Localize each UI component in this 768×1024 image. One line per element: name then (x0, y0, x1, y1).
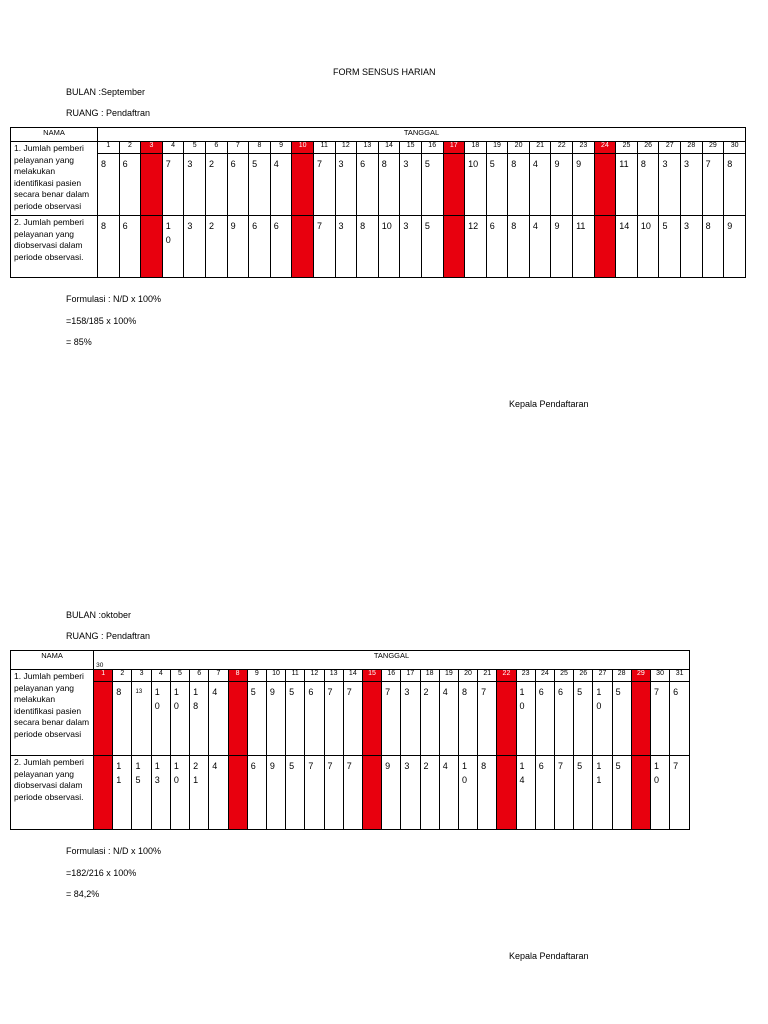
day-header: 15 (400, 142, 422, 154)
row2-value: 3 (401, 756, 420, 830)
nama-header: NAMA (11, 651, 94, 670)
day-header: 8 (228, 670, 247, 682)
row2-value: 1 0 (170, 756, 189, 830)
row2-value: 1 1 (593, 756, 612, 830)
day-header: 17 (443, 142, 465, 154)
row2-value: 6 (535, 756, 554, 830)
row2-value: 5 (286, 756, 305, 830)
calc-text: =182/216 x 100% (66, 868, 137, 878)
day-header: 26 (574, 670, 593, 682)
day-header: 24 (594, 142, 616, 154)
day-header: 4 (151, 670, 170, 682)
row2-value: 2 (420, 756, 439, 830)
row1-value (141, 154, 163, 216)
day-header: 3 (132, 670, 151, 682)
row1-value: 8 (113, 682, 132, 756)
row1-value: 8 (637, 154, 659, 216)
row1-value: 7 (382, 682, 401, 756)
row2-value: 6 (249, 216, 271, 278)
row1-value (132, 682, 151, 756)
row2-value: 9 (266, 756, 285, 830)
row2-value: 11 (573, 216, 595, 278)
row1-value: 5 (612, 682, 631, 756)
row1-value: 5 (249, 154, 271, 216)
row2-value: 14 (616, 216, 638, 278)
row1-value (228, 682, 247, 756)
day-header: 14 (378, 142, 400, 154)
day-header: 12 (335, 142, 357, 154)
day-header: 1 (94, 670, 113, 682)
row1-value: 7 (343, 682, 362, 756)
row1-value: 5 (574, 682, 593, 756)
day-header: 31 (670, 670, 690, 682)
row2-value (631, 756, 650, 830)
day-header: 8 (249, 142, 271, 154)
day-header: 14 (343, 670, 362, 682)
row2-value (292, 216, 314, 278)
row1-value: 5 (247, 682, 266, 756)
row2-value (443, 216, 465, 278)
day-header: 27 (593, 670, 612, 682)
row2-value: 8 (702, 216, 724, 278)
day-header: 11 (313, 142, 335, 154)
row1-value: 1 0 (151, 682, 170, 756)
row2-value: 1 0 (650, 756, 669, 830)
row1-value: 3 (400, 154, 422, 216)
day-header: 25 (554, 670, 573, 682)
tanggal-header-cell (94, 651, 690, 670)
row2-label: 2. Jumlah pemberi pelayanan yang diobservasi dalam periode observasi. (11, 756, 94, 830)
row1-value: 7 (313, 154, 335, 216)
row1-value: 5 (486, 154, 508, 216)
result-text: = 84,2% (66, 889, 100, 899)
calc-text: =158/185 x 100% (66, 316, 137, 326)
row2-value: 2 1 (190, 756, 209, 830)
row2-value: 1 0 (162, 216, 184, 278)
census-table-oktober (10, 650, 690, 830)
day-header: 3 (141, 142, 163, 154)
row1-value: 2 (420, 682, 439, 756)
stray-day-label: 30 (96, 662, 104, 669)
row1-value: 11 (616, 154, 638, 216)
row2-value: 1 0 (458, 756, 477, 830)
day-header: 6 (205, 142, 227, 154)
row1-value: 7 (162, 154, 184, 216)
row2-value: 5 (612, 756, 631, 830)
row2-value (594, 216, 616, 278)
row1-value: 6 (119, 154, 141, 216)
row1-value: 6 (357, 154, 379, 216)
row2-value: 2 (205, 216, 227, 278)
row2-value: 6 (247, 756, 266, 830)
day-header: 26 (637, 142, 659, 154)
row2-value: 7 (670, 756, 690, 830)
row2-value: 3 (335, 216, 357, 278)
row1-label: 1. Jumlah pemberi pelayanan yang melakukan identifikasi pasien secara benar dalam periode observasi (11, 142, 98, 216)
row1-value: 6 (227, 154, 249, 216)
day-header: 15 (362, 670, 381, 682)
day-header: 2 (113, 670, 132, 682)
day-header: 12 (305, 670, 324, 682)
day-header: 21 (529, 142, 551, 154)
row2-value: 7 (343, 756, 362, 830)
row2-value: 8 (508, 216, 530, 278)
row1-value: 9 (551, 154, 573, 216)
row2-value: 1 3 (151, 756, 170, 830)
row1-value (594, 154, 616, 216)
row1-value: 8 (508, 154, 530, 216)
row2-value: 3 (184, 216, 206, 278)
formula-text: Formulasi : N/D x 100% (66, 294, 162, 304)
tanggal-header: TANGGAL (373, 651, 410, 660)
row1-value: 4 (529, 154, 551, 216)
row1-value: 7 (478, 682, 497, 756)
row1-value: 3 (659, 154, 681, 216)
row2-value: 7 (305, 756, 324, 830)
row1-value: 7 (324, 682, 343, 756)
row2-value (497, 756, 516, 830)
day-header: 1 (98, 142, 120, 154)
day-header: 23 (516, 670, 535, 682)
row1-value: 4 (439, 682, 458, 756)
signature-label: Kepala Pendaftaran (509, 399, 589, 409)
day-header: 13 (324, 670, 343, 682)
formula-text: Formulasi : N/D x 100% (66, 846, 162, 856)
tanggal-header: TANGGAL (98, 128, 746, 142)
signature-label: Kepala Pendaftaran (509, 951, 589, 961)
row1-value (631, 682, 650, 756)
row1-value: 2 (205, 154, 227, 216)
row1-value (292, 154, 314, 216)
row2-value: 10 (378, 216, 400, 278)
row2-value: 1 5 (132, 756, 151, 830)
row1-value: 7 (650, 682, 669, 756)
day-header: 20 (508, 142, 530, 154)
row2-value (228, 756, 247, 830)
day-header: 2 (119, 142, 141, 154)
row1-value (94, 682, 113, 756)
row1-value: 1 8 (190, 682, 209, 756)
day-header: 7 (227, 142, 249, 154)
row2-value (141, 216, 163, 278)
row2-value: 3 (681, 216, 703, 278)
row1-value: 4 (209, 682, 228, 756)
row2-value: 5 (421, 216, 443, 278)
row1-value: 5 (286, 682, 305, 756)
day-header: 29 (702, 142, 724, 154)
row1-value: 6 (670, 682, 690, 756)
row2-value: 9 (382, 756, 401, 830)
census-table-september (10, 127, 746, 278)
row2-value: 9 (724, 216, 746, 278)
day-header: 19 (439, 670, 458, 682)
day-header: 7 (209, 670, 228, 682)
row2-value: 6 (486, 216, 508, 278)
ruang-label: RUANG : Pendaftran (66, 631, 151, 641)
day-header: 17 (401, 670, 420, 682)
row2-value: 7 (324, 756, 343, 830)
row1-value: 9 (573, 154, 595, 216)
row2-value: 1 4 (516, 756, 535, 830)
row2-value: 4 (209, 756, 228, 830)
row2-value: 1 1 (113, 756, 132, 830)
day-header: 20 (458, 670, 477, 682)
day-header: 19 (486, 142, 508, 154)
day-header: 10 (266, 670, 285, 682)
row1-value: 8 (458, 682, 477, 756)
row1-value: 3 (184, 154, 206, 216)
row1-value (362, 682, 381, 756)
day-header: 28 (612, 670, 631, 682)
row1-label: 1. Jumlah pemberi pelayanan yang melakukan identifikasi pasien secara benar dalam periode observasi (11, 670, 94, 756)
row1-value: 7 (702, 154, 724, 216)
day-header: 16 (382, 670, 401, 682)
day-header: 23 (573, 142, 595, 154)
day-header: 24 (535, 670, 554, 682)
day-header: 9 (247, 670, 266, 682)
row2-value: 9 (227, 216, 249, 278)
day-header: 5 (184, 142, 206, 154)
row1-value: 3 (681, 154, 703, 216)
day-header: 28 (681, 142, 703, 154)
row2-value: 8 (98, 216, 120, 278)
day-header: 16 (421, 142, 443, 154)
row1-value: 5 (421, 154, 443, 216)
row1-value: 1 0 (516, 682, 535, 756)
row2-label: 2. Jumlah pemberi pelayanan yang diobservasi dalam periode observasi. (11, 216, 98, 278)
day-header: 11 (286, 670, 305, 682)
row2-value: 4 (439, 756, 458, 830)
row2-value: 7 (313, 216, 335, 278)
row2-value (362, 756, 381, 830)
row2-value (94, 756, 113, 830)
row2-value: 5 (574, 756, 593, 830)
row2-value: 6 (119, 216, 141, 278)
day-header: 4 (162, 142, 184, 154)
row2-value: 8 (357, 216, 379, 278)
row2-value: 10 (637, 216, 659, 278)
day-header: 22 (551, 142, 573, 154)
day-header: 21 (478, 670, 497, 682)
bulan-label: BULAN :oktober (66, 610, 132, 620)
row2-value: 6 (270, 216, 292, 278)
row1-value: 6 (535, 682, 554, 756)
page-title: FORM SENSUS HARIAN (333, 67, 436, 77)
day-header: 9 (270, 142, 292, 154)
row1-value: 8 (724, 154, 746, 216)
row1-value: 8 (98, 154, 120, 216)
ruang-label: RUANG : Pendaftran (66, 108, 151, 118)
bulan-label: BULAN :September (66, 87, 146, 97)
row2-value: 8 (478, 756, 497, 830)
row1-value: 10 (465, 154, 487, 216)
row2-value: 7 (554, 756, 573, 830)
row1-value: 6 (305, 682, 324, 756)
row1-value: 4 (270, 154, 292, 216)
day-header: 10 (292, 142, 314, 154)
day-header: 18 (420, 670, 439, 682)
row2-value: 3 (400, 216, 422, 278)
day-header: 30 (650, 670, 669, 682)
row2-value: 9 (551, 216, 573, 278)
row1-value: 3 (401, 682, 420, 756)
day-header: 25 (616, 142, 638, 154)
row1-value: 3 (335, 154, 357, 216)
day-header: 29 (631, 670, 650, 682)
day-header: 5 (170, 670, 189, 682)
nama-header: NAMA (11, 128, 98, 142)
day-header: 18 (465, 142, 487, 154)
row1-value: 6 (554, 682, 573, 756)
row1-value: 9 (266, 682, 285, 756)
day-header: 30 (724, 142, 746, 154)
row1-value: 1 0 (170, 682, 189, 756)
day-header: 22 (497, 670, 516, 682)
row1-value: 8 (378, 154, 400, 216)
day-header: 27 (659, 142, 681, 154)
row2-value: 12 (465, 216, 487, 278)
day-header: 6 (190, 670, 209, 682)
row1-value (497, 682, 516, 756)
row2-value: 5 (659, 216, 681, 278)
day2-extra-note: 13 (135, 689, 143, 696)
result-text: = 85% (66, 337, 92, 347)
row1-value (443, 154, 465, 216)
day-header: 13 (357, 142, 379, 154)
row2-value: 4 (529, 216, 551, 278)
row1-value: 1 0 (593, 682, 612, 756)
